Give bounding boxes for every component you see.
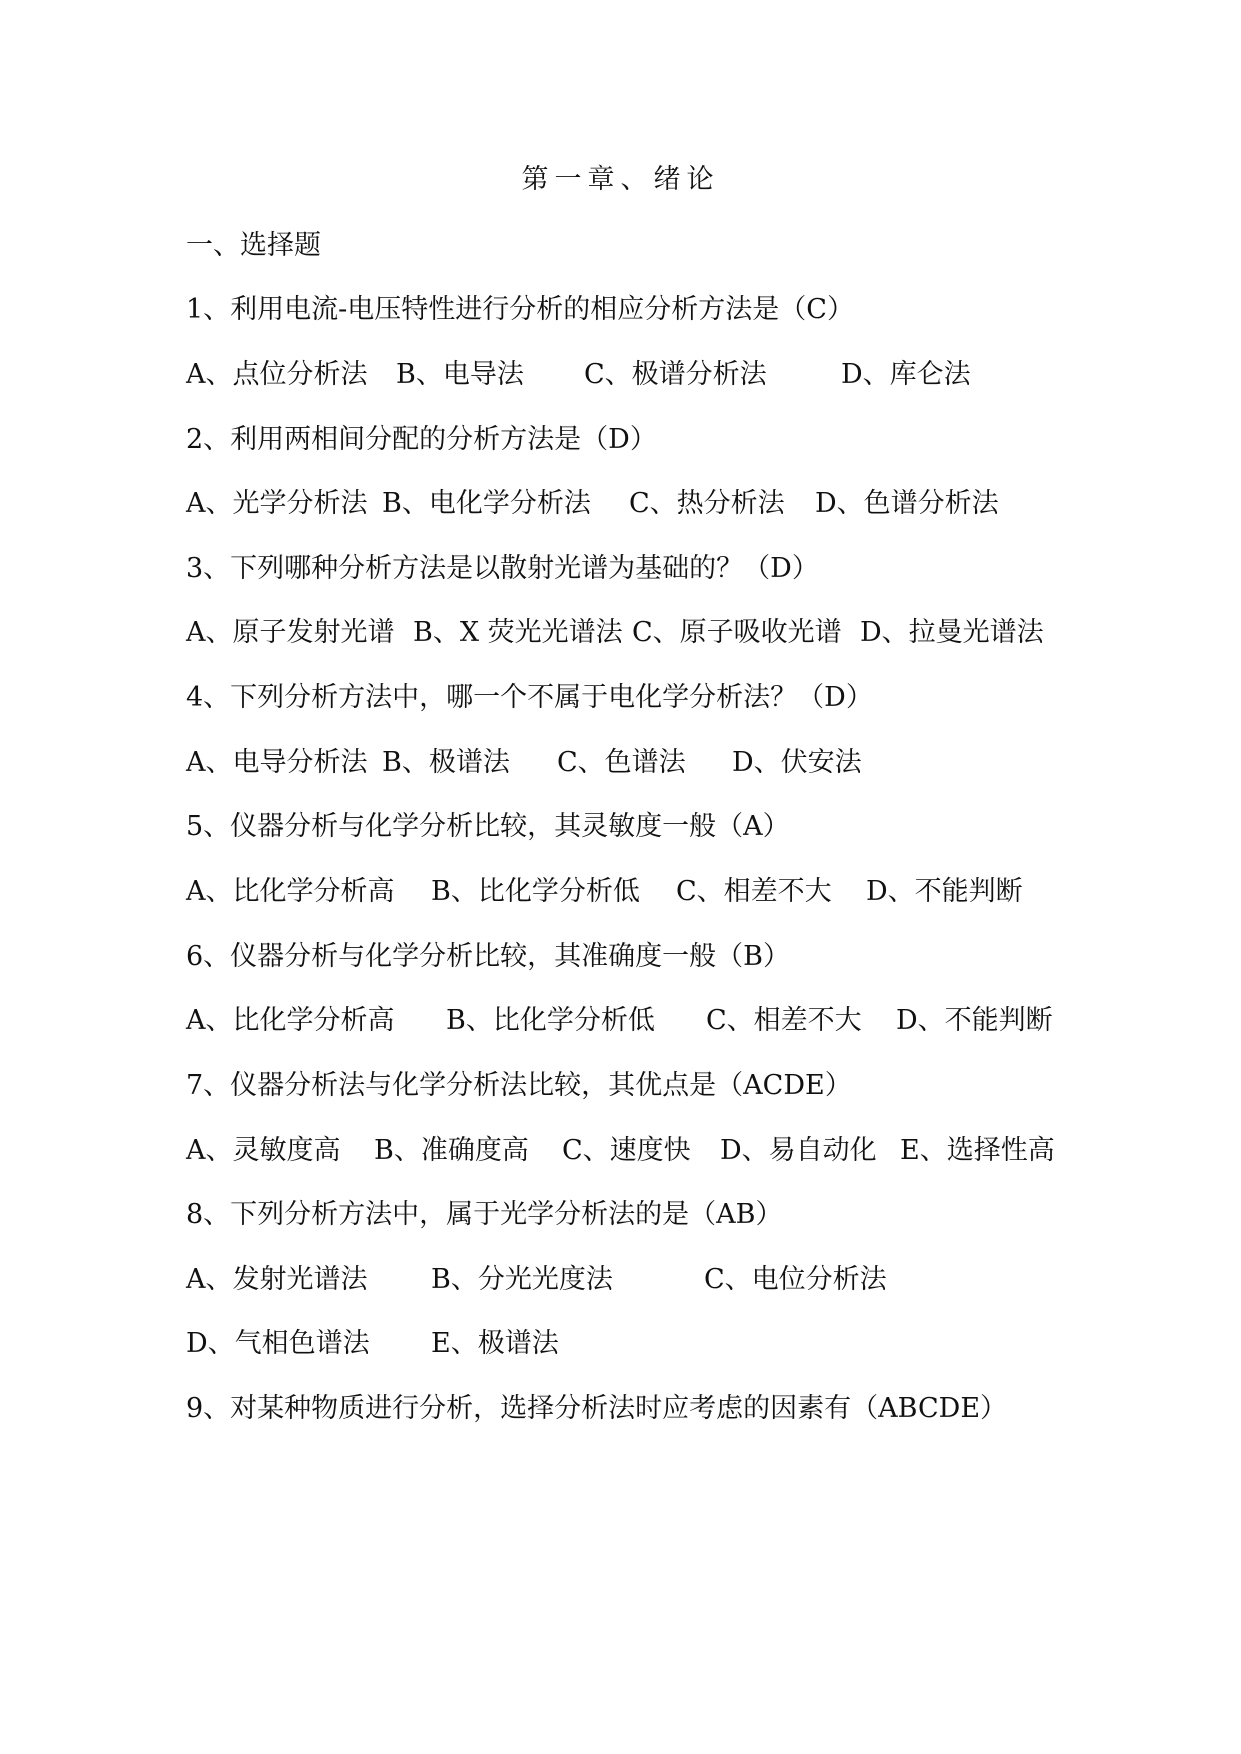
option-d: D、易自动化 [720,1135,877,1166]
option-b: B、电化学分析法 [382,488,591,519]
question-5-stem: 5、仪器分析与化学分析比较，其灵敏度一般（A） [186,811,790,842]
option-c: C、相差不大 [676,876,832,907]
option-e: E、选择性高 [900,1135,1055,1166]
option-d: D、色谱分析法 [815,488,999,519]
option-c: C、色谱法 [557,747,686,778]
option-b: B、X 荧光光谱法 [413,617,623,648]
option-d: D、不能判断 [896,1005,1053,1036]
option-c: C、原子吸收光谱 [632,617,842,648]
option-c: C、电位分析法 [704,1264,887,1295]
question-6-stem: 6、仪器分析与化学分析比较，其准确度一般（B） [186,941,791,972]
option-c: C、极谱分析法 [584,359,767,390]
option-d: D、气相色谱法 [186,1328,370,1359]
question-3-options [186,613,1044,653]
question-1-options [186,355,971,395]
option-a: A、比化学分析高 [186,1005,395,1036]
question-7-options [186,1131,1055,1171]
option-a: A、光学分析法 [186,488,368,519]
option-b: B、准确度高 [374,1135,529,1166]
section-heading: 一、选择题 [186,230,321,261]
option-a: A、发射光谱法 [186,1264,368,1295]
question-2-options [186,484,999,524]
option-c: C、速度快 [562,1135,691,1166]
option-a: A、电导分析法 [186,747,368,778]
question-4-options [186,743,862,783]
option-a: A、灵敏度高 [186,1135,341,1166]
option-d: D、库仑法 [841,359,971,390]
option-e: E、极谱法 [431,1328,559,1359]
option-c: C、相差不大 [706,1005,862,1036]
option-d: D、不能判断 [866,876,1023,907]
option-c: C、热分析法 [629,488,785,519]
option-b: B、比化学分析低 [431,876,640,907]
option-a: A、点位分析法 [186,359,368,390]
question-8-options-row-2 [186,1324,559,1364]
question-2-stem: 2、利用两相间分配的分析方法是（D） [186,424,657,455]
question-3-stem: 3、下列哪种分析方法是以散射光谱为基础的？（D） [186,553,819,584]
option-b: B、极谱法 [382,747,510,778]
option-a: A、比化学分析高 [186,876,395,907]
option-b: B、比化学分析低 [446,1005,655,1036]
question-9-stem: 9、对某种物质进行分析，选择分析法时应考虑的因素有（ABCDE） [186,1393,1008,1424]
option-d: D、拉曼光谱法 [860,617,1044,648]
option-b: B、分光光度法 [431,1264,613,1295]
question-7-stem: 7、仪器分析法与化学分析法比较，其优点是（ACDE） [186,1070,852,1101]
question-6-options [186,1001,1053,1041]
question-8-options-row-1 [186,1260,887,1300]
option-d: D、伏安法 [732,747,862,778]
question-4-stem: 4、下列分析方法中，哪一个不属于电化学分析法？（D） [186,682,873,713]
question-5-options [186,872,1023,912]
question-8-stem: 8、下列分析方法中，属于光学分析法的是（AB） [186,1199,783,1230]
chapter-title: 第一章、绪论 [521,164,720,195]
option-a: A、原子发射光谱 [186,617,395,648]
option-b: B、电导法 [396,359,524,390]
question-1-stem: 1、利用电流-电压特性进行分析的相应分析方法是（C） [186,294,854,325]
